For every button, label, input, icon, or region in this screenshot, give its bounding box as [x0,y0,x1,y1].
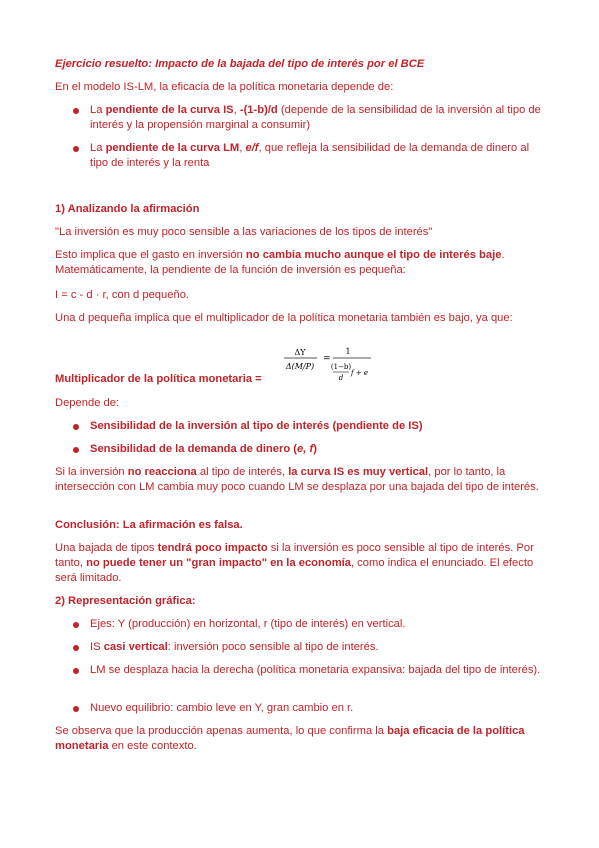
paragraph-text: Se observa que la producción apenas aumenta, lo que confirma la [55,725,388,737]
paragraph-bold: no cambia mucho aunque el tipo de interés baje [245,249,502,261]
bullet-icon [73,447,79,453]
list-item-text: La [90,142,106,154]
conclusion-heading: Conclusión: La afirmación es falsa. [55,519,243,531]
section1-heading: 1) Analizando la afirmación [55,203,200,215]
bullet-icon [73,706,79,712]
final-paragraph [55,724,545,754]
paragraph-bold: no puede tener un "gran impacto" en la economía [86,557,351,569]
list-item-text: ) [313,443,317,455]
paragraph-bold: baja eficacia de la política monetaria [55,725,525,752]
multiplier-formula [283,344,403,390]
investment-equation: I = c - d · r, con d pequeño. [55,289,190,301]
formula-num-left: ΔY [294,348,306,357]
list-item-bold: casi vertical [103,641,168,653]
bullet-icon [73,424,79,430]
paragraph-text: , como indica el enunciado. El efecto será limitado. [55,557,534,584]
section2-heading: 2) Representación gráfica: [55,595,196,607]
quote-paragraph: "La inversión es muy poco sensible a las variaciones de los tipos de interés" [55,226,433,238]
list-item-text: Sensibilidad de la demanda de dinero ( [90,443,298,455]
formula-den-tail: f + e [351,369,369,377]
paragraph-text: Una bajada de tipos [55,542,158,554]
list-item-bold: e/f [245,142,259,154]
list-item-is-vertical [90,640,545,655]
intro-paragraph: En el modelo IS-LM, la eficacia de la política monetaria depende de: [55,81,394,93]
list-item-new-equilibrium: Nuevo equilibrio: cambio leve en Y, gran cambio en r. [90,702,354,714]
bullet-icon [73,645,79,651]
list-item-bold: pendiente de la curva LM [105,142,240,154]
paragraph-bold: la curva IS es muy vertical [288,466,429,478]
bullet-icon [73,146,79,152]
paragraph-text: al tipo de interés, [196,466,289,478]
paragraph-text: en este contexto. [108,740,197,752]
formula-graphic [283,344,403,390]
list-item-lm-slope [90,141,545,171]
list-item-text: La [90,104,106,116]
list-item-bold: -(1-b)/d [239,104,278,116]
reaction-paragraph [55,465,545,495]
list-item-text: , que refleja la sensibilidad de la demanda de dinero al tipo de interés y la renta [90,142,530,169]
paragraph-text: Esto implica que el gasto en inversión [55,249,246,261]
conclusion-paragraph [55,541,545,586]
list-item-lm-shift: LM se desplaza hacia la derecha (política monetaria expansiva: bajada del tipo de interés). [90,664,541,676]
list-item-money-demand [90,442,545,457]
paragraph-text: . Matemáticamente, la pendiente de la función de inversión es pequeña: [55,249,505,276]
list-item-bold: pendiente de la curva IS [105,104,234,116]
formula-equals: = [323,354,331,364]
list-item-text: : inversión poco sensible al tipo de interés. [167,641,379,653]
formula-num-right: 1 [345,347,351,356]
list-item-text: , [233,104,240,116]
list-item-investment-sensitivity: Sensibilidad de la inversión al tipo de interés (pendiente de IS) [90,420,423,432]
list-item-axes: Ejes: Y (producción) en horizontal, r (tipo de interés) en vertical. [90,618,406,630]
list-item-text: IS [90,641,104,653]
bullet-icon [73,108,79,114]
paragraph-text: Si la inversión [55,466,128,478]
paragraph-bold: tendrá poco impacto [157,542,268,554]
depends-label: Depende de: [55,397,120,409]
implication-paragraph [55,248,545,278]
paragraph-bold: no reacciona [127,466,197,478]
multiplier-paragraph: Una d pequeña implica que el multiplicador de la política monetaria también es bajo, ya que: [55,312,513,324]
list-item-text: , [239,142,246,154]
list-item-text: (depende de la sensibilidad de la inversión al tipo de interés y la propensión marginal a consumir) [90,104,541,131]
bullet-icon [73,668,79,674]
bullet-icon [73,622,79,628]
formula-den-left: Δ(M/P) [285,362,315,371]
list-item-is-slope [90,103,545,133]
list-item-italic: e, f [297,443,314,455]
paragraph-text: si la inversión es poco sensible al tipo de interés. Por tanto, [55,542,534,569]
paragraph-text: , por lo tanto, la intersección con LM cambia muy poco cuando LM se desplaza por una bajada del tipo de interés. [55,466,539,493]
document-title: Ejercicio resuelto: Impacto de la bajada del tipo de interés por el BCE [55,58,425,70]
multiplier-label: Multiplicador de la política monetaria = [55,373,262,385]
formula-den-num: (1−b) [330,363,352,371]
formula-den-den: d [338,374,344,382]
